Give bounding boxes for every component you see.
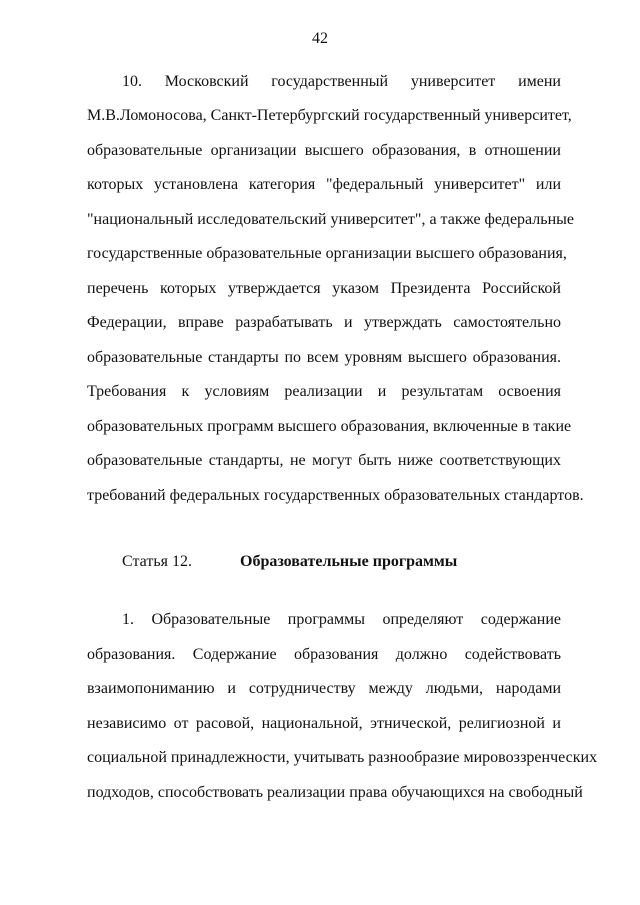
- paragraph-10-line-5: "национальный исследовательский университет", а также федеральные: [87, 211, 574, 228]
- article-title: Образовательные программы: [240, 553, 458, 570]
- paragraph-10-line-6: государственные образовательные организации высшего образования,: [87, 245, 567, 262]
- paragraph-1-line-2: образования. Содержание образования должно содействовать: [87, 646, 561, 663]
- paragraph-1-line-4: независимо от расовой, национальной, этнической, религиозной и: [87, 715, 561, 732]
- paragraph-10-line-9: образовательные стандарты по всем уровням высшего образования.: [87, 349, 561, 366]
- paragraph-10-line-12: образовательные стандарты, не могут быть ниже соответствующих: [87, 452, 561, 469]
- paragraph-10-line-8: Федерации, вправе разрабатывать и утверждать самостоятельно: [87, 314, 561, 331]
- paragraph-10-line-10: Требования к условиям реализации и результатам освоения: [87, 383, 561, 400]
- paragraph-10-line-13: требований федеральных государственных образовательных стандартов.: [87, 487, 584, 504]
- paragraph-1-line-3: взаимопониманию и сотрудничеству между людьми, народами: [87, 680, 561, 697]
- paragraph-10-line-3: образовательные организации высшего образования, в отношении: [87, 142, 561, 159]
- paragraph-1-line-5: социальной принадлежности, учитывать разнообразие мировоззренческих: [87, 749, 598, 766]
- paragraph-10-line-1: 10. Московский государственный университет имени: [122, 73, 561, 90]
- article-heading: [0, 553, 640, 577]
- paragraph-10-line-7: перечень которых утверждается указом Президента Российской: [87, 280, 561, 297]
- paragraph-1-line-6: подходов, способствовать реализации права обучающихся на свободный: [87, 784, 583, 801]
- paragraph-10-line-11: образовательных программ высшего образования, включенные в такие: [87, 418, 572, 435]
- paragraph-1-line-1: 1. Образовательные программы определяют содержание: [122, 611, 561, 628]
- paragraph-10-line-2: М.В.Ломоносова, Санкт-Петербургский государственный университет,: [87, 107, 572, 124]
- paragraph-10-line-4: которых установлена категория "федеральный университет" или: [87, 176, 561, 193]
- article-label: Статья 12.: [122, 553, 192, 570]
- page-number: 42: [312, 30, 328, 47]
